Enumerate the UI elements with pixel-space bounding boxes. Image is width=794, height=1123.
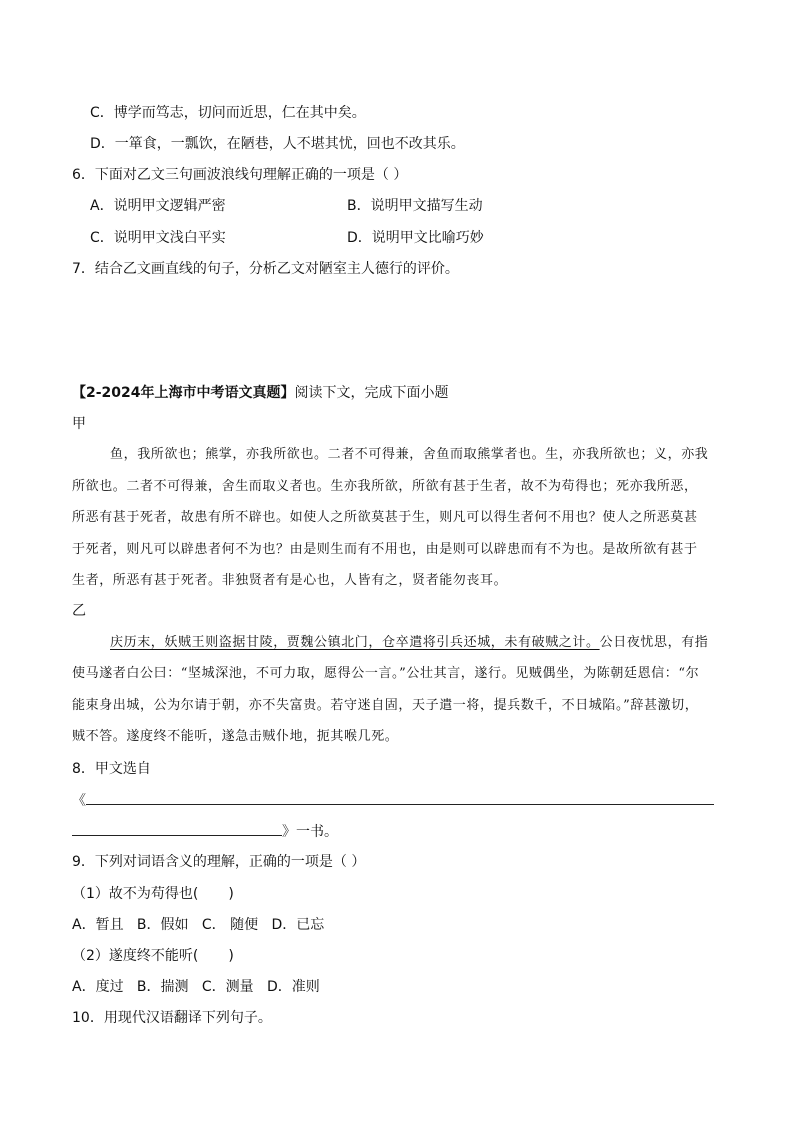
q6-option-a: A．说明甲文逻辑严密: [90, 198, 226, 214]
passage-jia-line: 于死者，则凡可以辟患者何不为也？由是则生而有不用也，由是则可以辟患而有不为也。是故所欲有甚于: [72, 542, 698, 557]
q9-stem: 9．下列对词语含义的理解，正确的一项是（ ）: [72, 854, 366, 870]
q7-stem: 7．结合乙文画直线的句子，分析乙文对陋室主人德行的评价。: [72, 261, 459, 277]
passage-jia-line: 鱼，我所欲也；熊掌，亦我所欲也。二者不可得兼，舍鱼而取熊掌者也。生，亦我所欲也；义，亦我: [110, 447, 709, 462]
passage-yi-line: 贼不答。遂度终不能听，遂急击贼仆地，扼其喉几死。: [72, 729, 399, 744]
section-source: 【2-2024年上海市中考语文真题】: [72, 385, 295, 401]
q8-blank-line-1: [72, 790, 714, 811]
q8-stem: 8．甲文选自: [72, 761, 151, 777]
q9-sub2: [72, 946, 234, 966]
q9-sub2-close: ): [228, 948, 234, 964]
section-instruction: 阅读下文，完成下面小题: [294, 385, 449, 401]
underlined-sentence: 庆历末，妖贼王则盗据甘陵，贾魏公镇北门，仓卒遣将引兵还城，未有破贼之计。: [110, 635, 600, 650]
q6-option-c: C．说明甲文浅白平实: [90, 230, 226, 246]
passage-jia-label: 甲: [72, 416, 86, 432]
passage-yi-line-rest: 公日夜忧思，有指: [599, 635, 709, 650]
passage-yi-line: 能束身出城，公为尔请于朝，亦不失富贵。若守迷自固，天子遣一将，提兵数千，不日城陷。”辞甚激切，: [72, 698, 699, 713]
answer-blank[interactable]: [86, 790, 714, 805]
answer-blank[interactable]: [72, 821, 282, 836]
passage-jia-line: 所欲也。二者不可得兼，舍生而取义者也。生亦我所欲，所欲有甚于生者，故不为苟得也；死亦我所恶，: [72, 479, 698, 494]
q5-option-c: C．博学而笃志，切问而近思，仁在其中矣。: [90, 105, 366, 121]
passage-yi-line: 使马遂者白公曰：“坚城深池，不可力取，愿得公一言。”公壮其言，遂行。见贼偶坐，为陈朝廷恩信：“尔: [72, 666, 700, 681]
q8-blank-line-2: [72, 821, 338, 842]
book-title-open: 《: [72, 793, 86, 809]
q9-sub1-options: A．暂且 B．假如 C． 随便 D．已忘: [72, 917, 325, 933]
passage-yi-line: [110, 633, 708, 653]
q9-sub2-text: （2）遂度终不能听(: [72, 948, 199, 964]
book-title-close: 》一书。: [282, 824, 338, 840]
passage-jia-line: 所恶有甚于死者，故患有所不辟也。如使人之所欲莫甚于生，则凡可以得生者何不用也？使人之所恶莫甚: [72, 510, 698, 525]
q6-option-d: D．说明甲文比喻巧妙: [347, 230, 484, 246]
section-header: [72, 383, 449, 403]
q9-sub1: [72, 884, 234, 904]
q5-option-d: D．一箪食，一瓢饮，在陋巷，人不堪其忧，回也不改其乐。: [90, 136, 465, 152]
passage-jia-line: 生者，所恶有甚于死者。非独贤者有是心也，人皆有之，贤者能勿丧耳。: [72, 573, 508, 588]
q9-sub2-options: A．度过 B．揣测 C．测量 D．准则: [72, 979, 320, 995]
q6-option-b: B．说明甲文描写生动: [347, 198, 483, 214]
q6-stem: 6．下面对乙文三句画波浪线句理解正确的一项是（ ）: [72, 167, 408, 183]
q10-stem: 10．用现代汉语翻译下列句子。: [72, 1010, 272, 1026]
q9-sub1-text: （1）故不为苟得也(: [72, 886, 199, 902]
passage-yi-label: 乙: [72, 603, 86, 619]
q9-sub1-close: ): [228, 886, 234, 902]
